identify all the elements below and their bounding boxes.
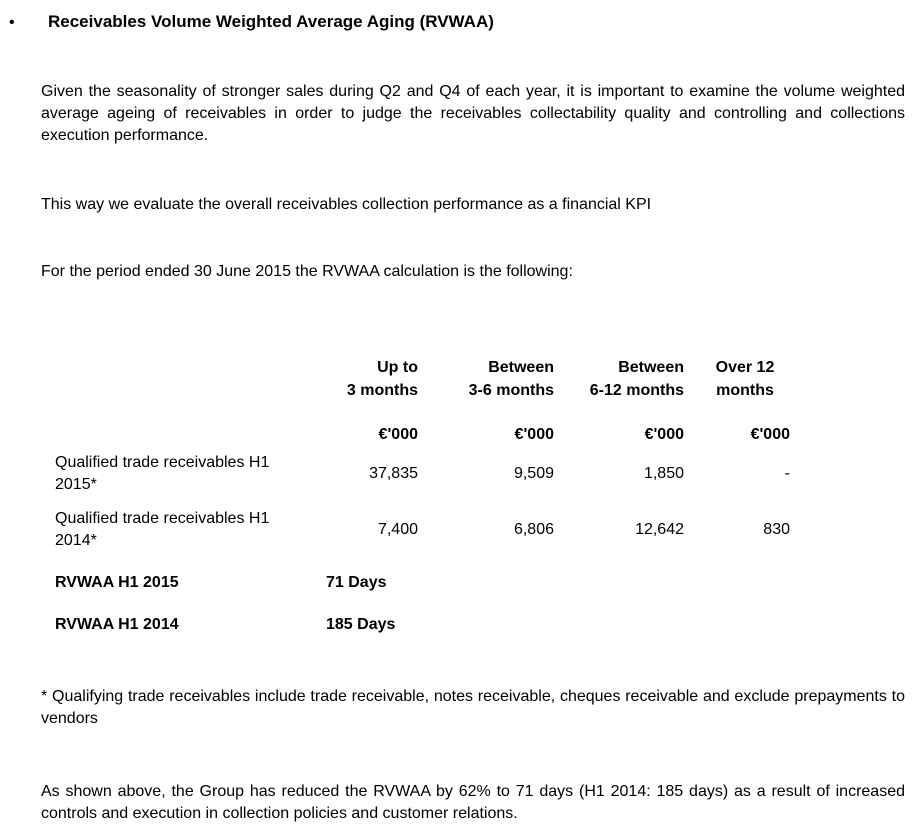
- rvwaa-value-2014: 185 Days: [326, 616, 396, 633]
- table-cell: 12,642: [635, 521, 684, 538]
- rvwaa-label-2015: RVWAA H1 2015: [55, 574, 179, 591]
- conclusion-paragraph: As shown above, the Group has reduced the RVWAA by 62% to 71 days (H1 2014: 185 days) as a result of increased controls and execution in collection policies and customer relations.: [41, 783, 905, 822]
- column-header-6-12-months: [564, 356, 684, 402]
- column-header-line: 3-6 months: [468, 382, 554, 399]
- column-header-line: Between: [488, 359, 554, 376]
- unit-label: €'000: [750, 426, 790, 443]
- kpi-paragraph: This way we evaluate the overall receivables collection performance as a financial KPI: [41, 196, 652, 213]
- column-header-3-6-months: [444, 356, 554, 402]
- bullet-point: •: [9, 14, 15, 31]
- section-heading: Receivables Volume Weighted Average Aging (RVWAA): [48, 12, 494, 31]
- rvwaa-label-2014: RVWAA H1 2014: [55, 616, 179, 633]
- unit-label: €'000: [514, 426, 554, 443]
- column-header-over-12-months: [700, 356, 790, 402]
- column-header-line: Over 12: [715, 359, 775, 376]
- column-header-line: months: [716, 382, 774, 399]
- table-cell: 6,806: [513, 521, 554, 538]
- unit-label: €'000: [644, 426, 684, 443]
- column-header-line: 3 months: [346, 382, 418, 399]
- intro-paragraph: Given the seasonality of stronger sales during Q2 and Q4 of each year, it is important to examine the volume weighted average ageing of receivables in order to judge the receivables collectability quality and controlling and collections execution performance.: [41, 83, 905, 144]
- rvwaa-value-2015: 71 Days: [326, 574, 387, 591]
- column-header-line: Up to: [377, 359, 418, 376]
- table-cell: -: [784, 465, 790, 482]
- column-header-line: 6-12 months: [589, 382, 684, 399]
- row-label-h1-2015: Qualified trade receivables H1 2015*: [55, 454, 270, 493]
- footnote: * Qualifying trade receivables include trade receivable, notes receivable, cheques receivable and exclude prepayments to vendors: [41, 688, 905, 727]
- column-header-up-to-3-months: [318, 356, 418, 402]
- column-header-line: Between: [618, 359, 684, 376]
- table-cell: 1,850: [643, 465, 684, 482]
- row-label-h1-2014: Qualified trade receivables H1 2014*: [55, 510, 270, 549]
- table-cell: 830: [763, 521, 790, 538]
- table-cell: 37,835: [369, 465, 418, 482]
- unit-label: €'000: [378, 426, 418, 443]
- period-paragraph: For the period ended 30 June 2015 the RVWAA calculation is the following:: [41, 263, 573, 280]
- table-cell: 7,400: [377, 521, 418, 538]
- table-cell: 9,509: [513, 465, 554, 482]
